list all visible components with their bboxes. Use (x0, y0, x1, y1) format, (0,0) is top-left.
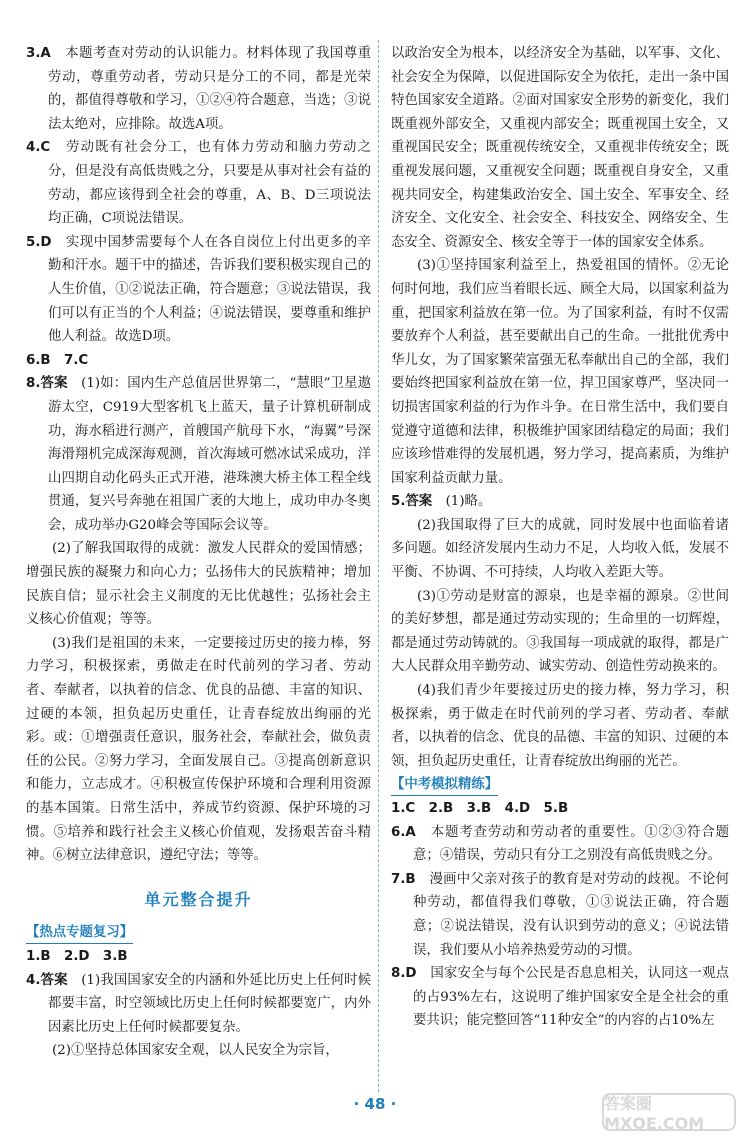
section-title: 单元整合提升 (144, 889, 253, 909)
right-column (391, 42, 729, 1033)
hot-answer-4-part-2: (2)①坚持总体国家安全观，以人民安全为宗旨， (52, 1043, 339, 1059)
hot-answer-4-continued: 以政治安全为根本，以经济安全为基础，以军事、文化、社会安全为保障，以促进国际安全为依托，走出一条中国特色国家安全道路。②面对国家安全形势的新变化，我们既重视外部安全，又重视内部安全；既重视国土安全，又重视国民安全；既重视传统安全，又重视非传统安全；既重视发展问题，又重视安全问题；既重视自身安全，又重视共同安全，构建集政治安全、国土安全、军事安全、经济安全、文化安全、社会安全、科技安全、网络安全、生态安全、资源安全、核安全等于一体的国家安全体系。 (391, 46, 729, 250)
answer-8-part-3: (3)我们是祖国的未来，一定要接过历史的接力棒，努力学习，积极探索，勇做走在时代前列的学习者、劳动者、奉献者，以执着的信念、优良的品德、丰富的知识、过硬的本领，担负起历史重任，让青春绽放出绚丽的光彩。或：①增强责任意识，服务社会，奉献社会，做负责任的公民。②努力学习，全面发展自己。③提高创新意识和能力，立志成才。④积极宣传保护环境和合理利用资源的基本国策。日常生活中，养成节约资源、保护环境的习惯。⑤培养和践行社会主义核心价值观，发扬艰苦奋斗精神。⑥树立法律意识，遵纪守法；等等。 (26, 635, 371, 864)
left-column (26, 42, 371, 1063)
mock-exam-tag: 【中考模拟精练】 (391, 773, 729, 797)
answer-item-4: 4.C 劳动既有社会分工，也有体力劳动和脑力劳动之分，但是没有高低贵贱之分，只要是从事对社会有益的劳动，都应该得到全社会的尊重，A、B、D三项说法均正确，C项说法错误。 (26, 140, 372, 227)
mock-answer-item-8: 8.D 国家安全与每个公民是否息息相关，认同这一观点的占93%左右，这说明了维护国家安全是全社会的重要共识；能完整回答“11种安全”的内容的占10%左 (391, 966, 729, 1029)
answer-items-6-7: 6.B 7.C (26, 352, 89, 368)
mock-answer-item-6: 6.A 本题考查劳动和劳动者的重要性。①②③符合题意；④错误，劳动只有分工之别没有高低贵贱之分。 (391, 824, 730, 864)
answer-8-part-2: (2)了解我国取得的成就：激发人民群众的爱国情感；增强民族的凝聚力和向心力；弘扬伟大的民族精神；增加民族自信；显示社会主义制度的无比优越性；弘扬社会主义核心价值观；等等。 (26, 541, 371, 628)
hot-answer-item-5: 5.答案 (1)略。 (391, 494, 492, 510)
answer-item-3: 3.A 本题考查对劳动的认识能力。材料体现了我国尊重劳动，尊重劳动者，劳动只是分工的不同，都是光荣的，都值得尊敬和学习，①②④符合题意，当选；③说法太绝对，应排除。故选A项。 (26, 46, 372, 132)
watermark-logo: 答案圈 MXQE.COM (602, 1093, 736, 1131)
mock-answer-item-7: 7.B 漫画中父亲对孩子的教育是对劳动的歧视。不论何种劳动，都值得我们尊敬，①③说法正确，符合题意；②说法错误，没有认识到劳动的意义；④说法错误，我们要从小培养热爱劳动的习惯。 (391, 871, 729, 958)
page-number: · 48 · (353, 1095, 397, 1113)
column-divider (378, 40, 379, 1092)
hot-items-1-3: 1.B 2.D 3.B (26, 948, 128, 964)
hot-answer-5-part-3: (3)①劳动是财富的源泉，也是幸福的源泉。②世间的美好梦想，都是通过劳动实现的；生命里的一切辉煌，都是通过劳动铸就的。③我国每一项成就的取得，都是广大人民群众用辛勤劳动、诚实劳动、创造性劳动换来的。 (391, 588, 729, 675)
answer-item-8: 8.答案 (1)如：国内生产总值居世界第二，“慧眼”卫星遨游太空，C919大型客机飞上蓝天，量子计算机研制成功，海水稻进行测产，首艘国产航母下水，“海翼”号深海滑翔机完成深海观测，首次海域可燃冰试采成功，洋山四期自动化码头正式开港，港珠澳大桥主体工程全线贯通，复兴号奔驰在祖国广袤的大地上，成功申办冬奥会，成功举办G20峰会等国际会议等。 (26, 376, 372, 533)
hot-answer-5-part-2: (2)我国取得了巨大的成就，同时发展中也面临着诸多问题。如经济发展内生动力不足，人均收入低，发展不平衡、不协调、不可持续，人均收入差距大等。 (391, 517, 729, 581)
hot-answer-item-4: 4.答案 (1)我国国家安全的内涵和外延比历史上任何时候都要丰富，时空领域比历史上任何时候都要宽广，内外因素比历史上任何时候都要复杂。 (26, 972, 372, 1035)
hot-answer-4-part-3: (3)①坚持国家利益至上，热爱祖国的情怀。②无论何时何地，我们应当着眼长远、顾全大局，以国家利益为重，把国家利益放在第一位。为了国家利益，有时不仅需要放弃个人利益，甚至要献出自己的生命。一批批优秀中华儿女，为了国家繁荣富强无私奉献出自己的全部，我们要始终把国家利益放在第一位，捍卫国家尊严，坚决同一切损害国家利益的行为作斗争。在日常生活中，我们要自觉遵守道德和法律，积极维护国家团结稳定的局面；我们应该珍惜难得的发展机遇，努力学习，提高素质，为维护国家利益贡献力量。 (391, 258, 729, 486)
answer-item-5: 5.D 实现中国梦需要每个人在各自岗位上付出更多的辛勤和汗水。题干中的描述，告诉我们要积极实现自己的人生价值，①②说法正确，符合题意；③说法错误，我们可以有正当的个人利益；④说法错误，要尊重和维护他人利益。故选D项。 (26, 234, 371, 345)
hot-topic-tag: 【热点专题复习】 (26, 921, 371, 945)
hot-answer-5-part-4: (4)我们青少年要接过历史的接力棒，努力学习，积极探索，勇于做走在时代前列的学习者、劳动者、奉献者，以执着的信念、优良的品德、丰富的知识、过硬的本领，担负起历史重任，让青春绽放出绚丽的光芒。 (391, 683, 729, 769)
mock-items-1-5: 1.C 2.B 3.B 4.D 5.B (391, 801, 569, 816)
